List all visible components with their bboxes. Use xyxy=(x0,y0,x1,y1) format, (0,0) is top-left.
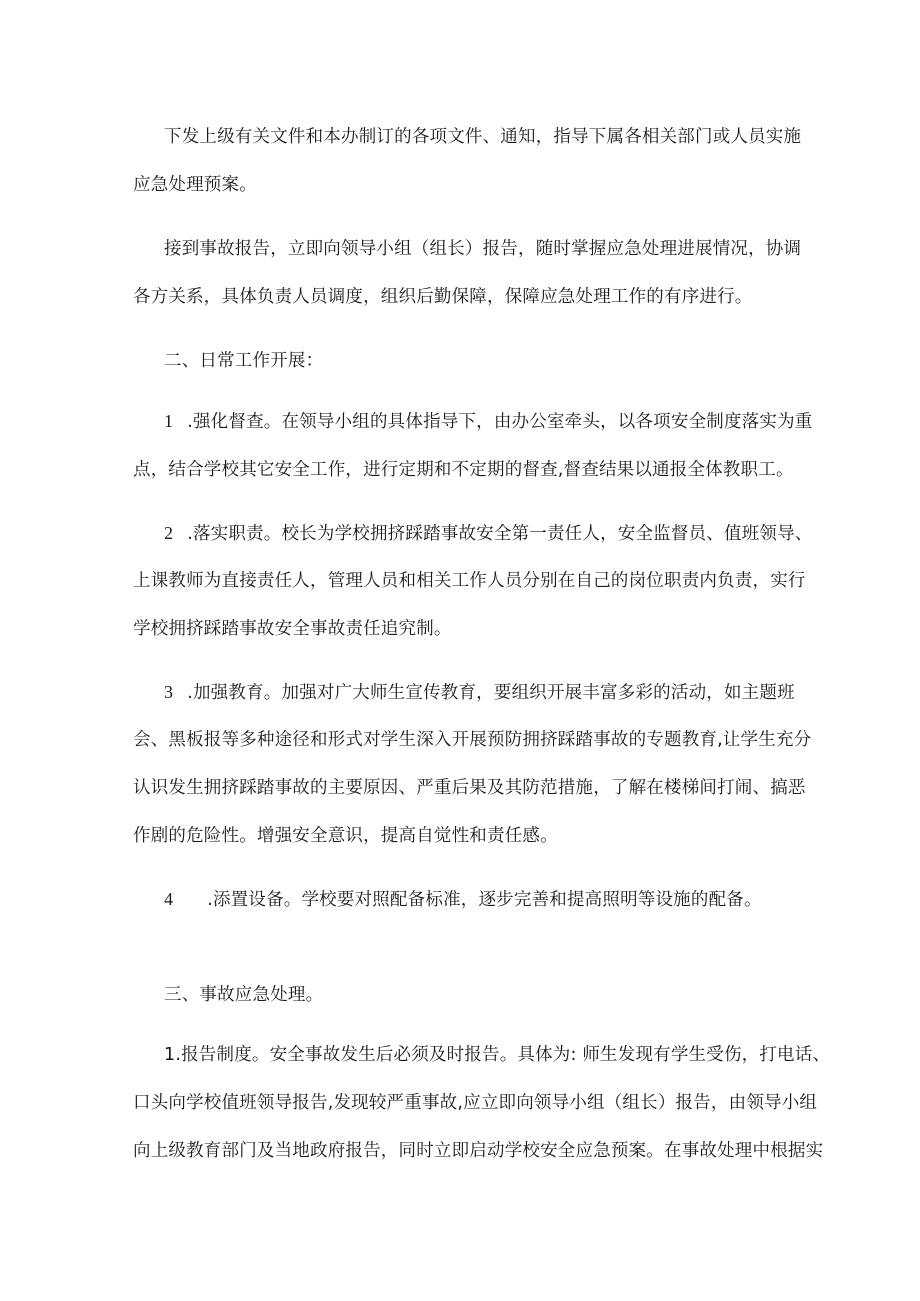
item-2-text: .落实职责。校长为学校拥挤踩踏事故安全第一责任人，安全监督员、值班领导、 xyxy=(187,524,813,544)
paragraph-3-line-3: 向上级教育部门及当地政府报告，同时立即启动学校安全应急预案。在事故处理中根据实 xyxy=(133,1141,824,1161)
item-3-line-1 xyxy=(164,679,795,706)
item-3-line-2: 会、黑板报等多种途径和形式对学生深入开展预防拥挤踩踏事故的专题教育,让学生充分 xyxy=(133,730,812,750)
item-2-line-3: 学校拥挤踩踏事故安全事故责任追究制。 xyxy=(133,619,452,639)
paragraph-3-line-1: 1.报告制度。安全事故发生后必须及时报告。具体为: 师生发现有学生受伤，打电话、 xyxy=(164,1045,831,1065)
paragraph-1-line-2: 应急处理预案。 xyxy=(133,175,257,195)
item-3-line-3: 认识发生拥挤踩踏事故的主要原因、严重后果及其防范措施，了解在楼梯间打闹、搞恶 xyxy=(133,778,806,798)
item-4-number: 4 xyxy=(164,889,174,909)
item-2-line-1 xyxy=(164,520,812,547)
section-heading-2: 二、日常工作开展： xyxy=(164,351,324,371)
item-1-line-1 xyxy=(164,408,812,435)
paragraph-2-line-1: 接到事故报告，立即向领导小组（组长）报告，随时掌握应急处理进展情况，协调 xyxy=(164,239,802,259)
item-2-number: 2 xyxy=(164,523,174,543)
section-heading-3: 三、事故应急处理。 xyxy=(164,985,324,1005)
paragraph-1-line-1: 下发上级有关文件和本办制订的各项文件、通知，指导下属各相关部门或人员实施 xyxy=(164,127,802,147)
item-3-number: 3 xyxy=(164,682,174,702)
item-1-line-2: 点，结合学校其它安全工作，进行定期和不定期的督查,督查结果以通报全体教职工。 xyxy=(133,460,794,480)
item-2-line-2: 上课教师为直接责任人，管理人员和相关工作人员分别在自己的岗位职责内负责，实行 xyxy=(133,571,806,591)
item-1-text: .强化督查。在领导小组的具体指导下，由办公室牵头，以各项安全制度落实为重 xyxy=(187,412,813,432)
paragraph-3-line-2: 口头向学校值班领导报告,发现较严重事故,应立即向领导小组（组长）报告，由领导小组 xyxy=(133,1093,818,1113)
paragraph-2-line-2: 各方关系，具体负责人员调度，组织后勤保障，保障应急处理工作的有序进行。 xyxy=(133,287,753,307)
item-3-line-4: 作剧的危险性。增强安全意识，提高自觉性和责任感。 xyxy=(133,826,558,846)
item-1-number: 1 xyxy=(164,411,174,431)
item-3-text: .加强教育。加强对广大师生宣传教育，要组织开展丰富多彩的活动，如主题班 xyxy=(187,683,795,703)
item-4-text: .添置设备。学校要对照配备标准，逐步完善和提高照明等设施的配备。 xyxy=(207,890,762,910)
item-4-line-1 xyxy=(164,886,762,913)
